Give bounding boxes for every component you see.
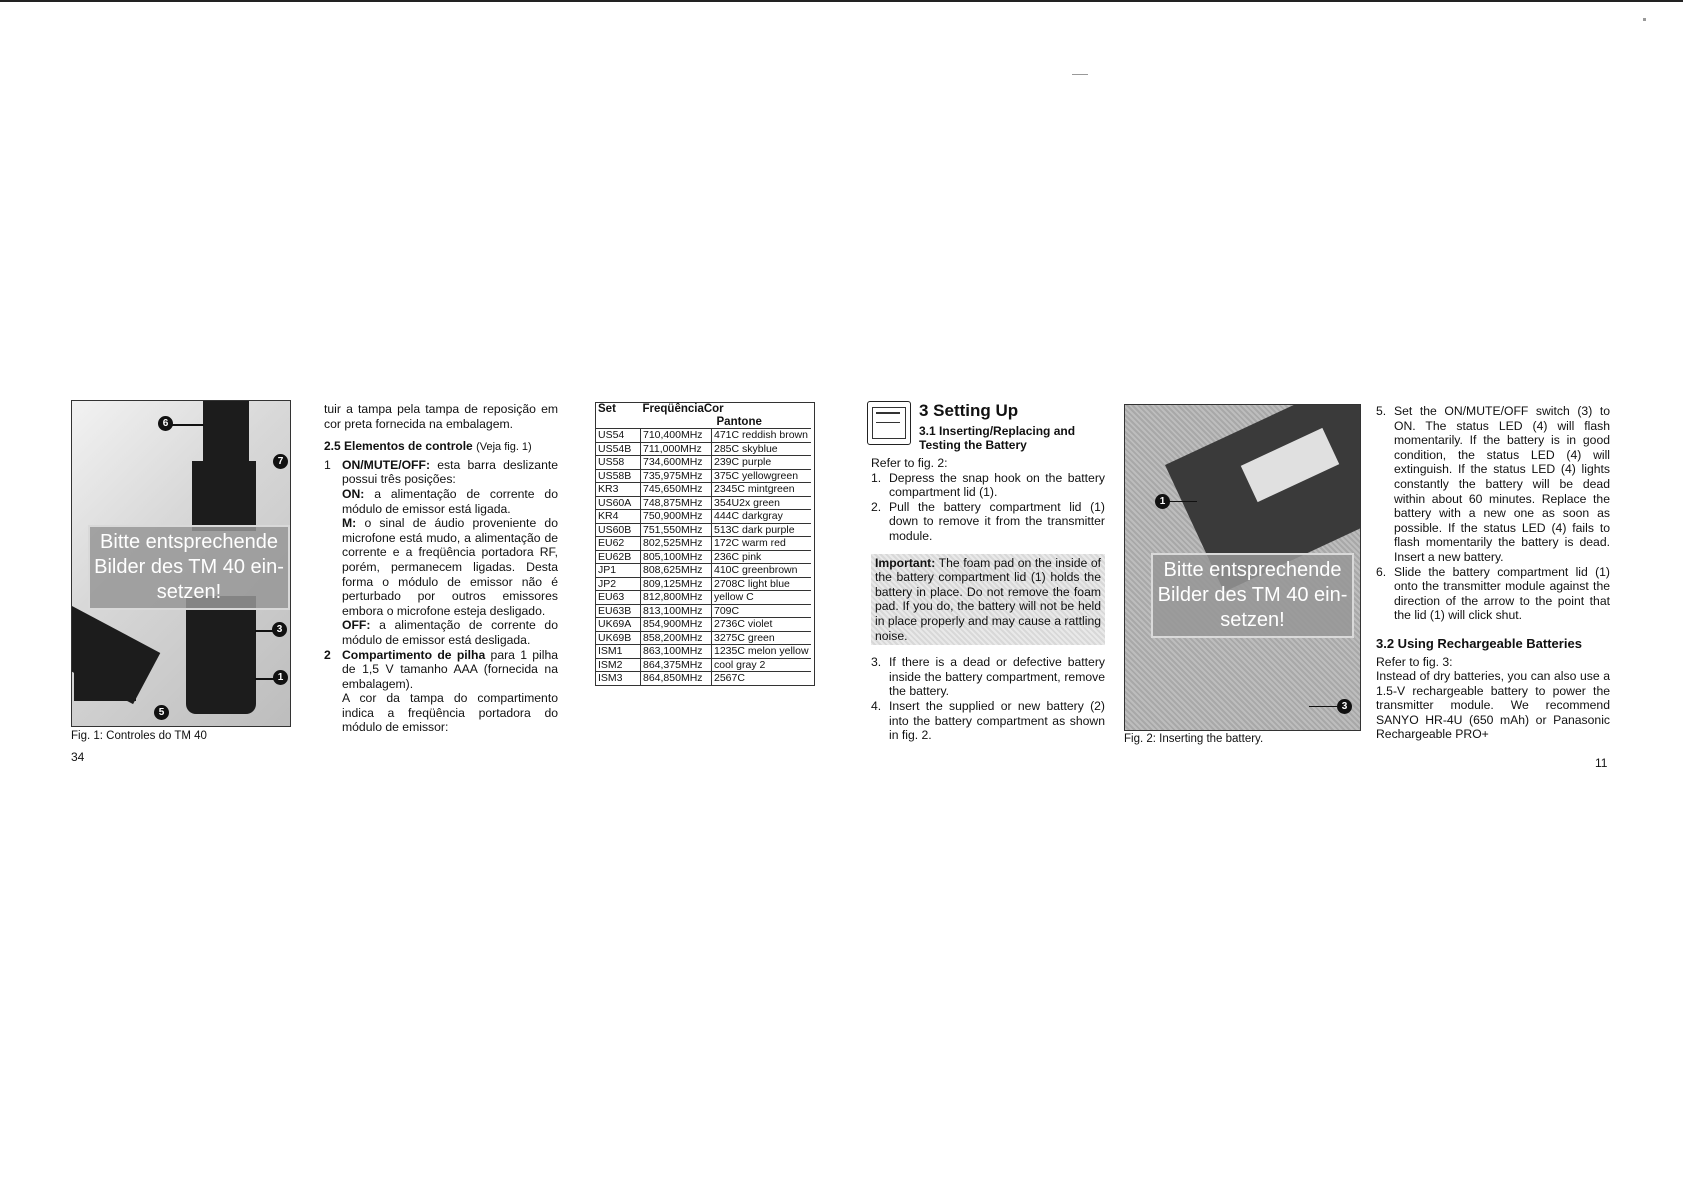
controls-text-column [324, 402, 558, 735]
top-scan-line [0, 0, 1683, 2]
step-text: If there is a dead or defective battery inside the battery compartment, remove the battery. [889, 655, 1105, 699]
section-3-1-heading [919, 424, 1075, 452]
placeholder-overlay [88, 525, 290, 610]
list-item [871, 655, 1105, 699]
step-text: Slide the battery compartment lid (1) onto the transmitter module against the direction of the arrow to the point that the lid (1) will click shut. [1394, 564, 1610, 623]
important-text: The foam pad on the inside of the battery compartment lid (1) holds the battery in place. Do not remove the foam pad. If you do, the battery will not be held in place properly and may cause a rattling noise. [875, 555, 1101, 643]
cell-set: KR3 [596, 483, 641, 497]
off-text: a alimentação de corrente do módulo de emissor está desligada. [342, 618, 558, 647]
table-row [596, 550, 811, 564]
cell-set: UK69A [596, 618, 641, 632]
list-item [1376, 565, 1610, 623]
cell-color: 2736C violet [712, 618, 811, 632]
table-row [596, 537, 811, 551]
scan-artifact [1072, 74, 1088, 75]
cell-frequency: 864,850MHz [641, 672, 712, 685]
list-item [1376, 404, 1610, 565]
table-row [596, 429, 811, 443]
overlay-line: setzen! [156, 581, 222, 603]
table-body [596, 429, 811, 685]
cell-frequency: 751,550MHz [641, 523, 712, 537]
off-label: OFF: [342, 618, 371, 633]
table-row [596, 456, 811, 470]
cell-frequency: 809,125MHz [641, 577, 712, 591]
figure-2-image [1124, 404, 1361, 731]
figure-2-caption: Fig. 2: Inserting the battery. [1124, 733, 1264, 745]
icon-bar [876, 422, 900, 423]
m-text: o sinal de áudio proveniente do microfone está mudo, a alimentação de corrente e a freqüência portadora RF, porém, permanecem ligadas. Desta forma o módulo de emissor não é perturbado por outros emissores embora o microfone esteja desligado. [342, 516, 558, 618]
cell-color: 513C dark purple [712, 523, 811, 537]
on-text: a alimentação de corrente do módulo de emissor está ligada. [342, 486, 558, 516]
list-item [324, 458, 558, 648]
list-item [871, 699, 1105, 743]
controls-list [324, 458, 558, 735]
cell-frequency: 812,800MHz [641, 591, 712, 605]
table-row [596, 469, 811, 483]
cell-set: EU63B [596, 604, 641, 618]
table-row [596, 658, 811, 672]
table-row [596, 577, 811, 591]
list-item [871, 500, 1105, 544]
header-pantone: Pantone [716, 415, 762, 428]
table-row [596, 672, 811, 685]
cell-color: 2567C [712, 672, 811, 685]
cell-frequency: 735,975MHz [641, 469, 712, 483]
item-number: 2 [324, 647, 331, 662]
item-label: ON/MUTE/OFF: [342, 457, 431, 472]
table-row [596, 564, 811, 578]
table-row [596, 591, 811, 605]
page-number-left: 34 [71, 750, 85, 764]
cell-color: yellow C [712, 591, 811, 605]
item-number: 1 [324, 457, 331, 472]
heading-text: Elementos de controle [344, 439, 473, 454]
step-text: Depress the snap hook on the battery compartment lid (1). [889, 470, 1105, 500]
step-text: Pull the battery compartment lid (1) down to remove it from the transmitter module. [889, 499, 1105, 543]
cell-frequency: 854,900MHz [641, 618, 712, 632]
cell-frequency: 711,000MHz [641, 442, 712, 456]
item-label: Compartimento de pilha [342, 647, 486, 662]
callout-1: 1 [273, 670, 288, 685]
device-top [203, 401, 249, 466]
subheading-line: 3.1 Inserting/Replacing and [919, 424, 1076, 438]
cell-frequency: 750,900MHz [641, 510, 712, 524]
refer-fig-3: Refer to fig. 3: [1376, 654, 1453, 669]
scan-artifact [1643, 18, 1646, 21]
cell-color: 172C warm red [712, 537, 811, 551]
header-frequency-color [641, 403, 811, 429]
item-text: esta barra deslizante possui três posições: [342, 457, 559, 487]
cell-set: EU63 [596, 591, 641, 605]
step-number: 5. [1376, 404, 1387, 418]
cell-set: KR4 [596, 510, 641, 524]
callout-7: 7 [273, 454, 288, 469]
m-label: M: [342, 516, 357, 531]
step-text: Insert the supplied or new battery (2) into the battery compartment as shown in fig. 2. [889, 698, 1105, 743]
cell-color: 236C pink [712, 550, 811, 564]
section-3-2-heading: 3.2 Using Rechargeable Batteries [1376, 635, 1582, 651]
cell-set: ISM1 [596, 645, 641, 659]
cell-color: 2708C light blue [712, 577, 811, 591]
step-number: 3. [871, 655, 882, 670]
figure-1-caption: Fig. 1: Controles do TM 40 [71, 730, 207, 742]
page-number-right: 11 [1595, 756, 1608, 770]
cell-frequency: 813,100MHz [641, 604, 712, 618]
cell-color: 444C darkgray [712, 510, 811, 524]
steps-list-a [871, 471, 1105, 544]
table-header-row [596, 403, 811, 429]
frequency-table-grid [596, 403, 811, 685]
overlay-line: setzen! [1220, 609, 1285, 631]
table-row [596, 618, 811, 632]
overlay-line: Bitte entsprechende [1163, 559, 1342, 581]
callout-leader [172, 424, 204, 426]
cell-set: US54 [596, 429, 641, 443]
cell-color: 239C purple [712, 456, 811, 470]
cell-set: US58 [596, 456, 641, 470]
item-text-2: A cor da tampa do compartimento indica a freqüência portadora do módulo de emissor: [342, 691, 558, 735]
figure-1-image [71, 400, 291, 727]
placeholder-overlay [1151, 553, 1354, 638]
device-body [192, 461, 256, 531]
list-item [324, 648, 558, 736]
cell-frequency: 734,600MHz [641, 456, 712, 470]
callout-6: 6 [158, 416, 173, 431]
cell-color: 471C reddish brown [712, 429, 811, 443]
cell-set: JP2 [596, 577, 641, 591]
cell-set: US60A [596, 496, 641, 510]
setup-text-column [871, 456, 1105, 743]
header-set: Set [598, 403, 616, 415]
cell-frequency: 745,650MHz [641, 483, 712, 497]
table-row [596, 496, 811, 510]
cell-set: US60B [596, 523, 641, 537]
section-2-5-heading [324, 439, 558, 455]
cell-set: EU62B [596, 550, 641, 564]
overlay-line: Bitte entsprechende [100, 531, 278, 553]
cell-color: 410C greenbrown [712, 564, 811, 578]
list-item [871, 471, 1105, 500]
table-row [596, 442, 811, 456]
callout-5: 5 [154, 705, 169, 720]
callout-3: 3 [272, 622, 287, 637]
on-label: ON: [342, 486, 365, 501]
step-number: 4. [871, 698, 882, 713]
cell-color: 354U2x green [712, 496, 811, 510]
step-number: 1. [871, 470, 882, 485]
callout-3: 3 [1337, 699, 1352, 714]
callout-1: 1 [1155, 494, 1170, 509]
frequency-table [595, 402, 815, 686]
table-row [596, 483, 811, 497]
device-lower [186, 596, 256, 714]
connector [74, 646, 136, 701]
item-text: para 1 pilha de 1,5 V tamanho AAA (fornecida na embalagem). [342, 647, 559, 691]
heading-number: 2.5 [324, 439, 341, 454]
cell-color: 285C skyblue [712, 442, 811, 456]
step-text: Set the ON/MUTE/OFF switch (3) to ON. The status LED (4) will flash momentarily. If the battery is in good condition, the status LED (4) will extinguish. If the status LED (4) lights constantly the battery will be dead within about 60 minutes. Replace the battery with a new one as soon as possible. If the status LED (4) fails to flash momentarily the battery is dead. Insert a new battery. [1394, 404, 1610, 564]
callout-leader [1309, 706, 1337, 707]
heading-ref: (Veja fig. 1) [476, 441, 532, 454]
cell-frequency: 805,100MHz [641, 550, 712, 564]
cell-frequency: 863,100MHz [641, 645, 712, 659]
overlay-line: Bilder des TM 40 ein- [1157, 584, 1348, 606]
cell-frequency: 808,625MHz [641, 564, 712, 578]
cell-set: EU62 [596, 537, 641, 551]
cell-set: UK69B [596, 631, 641, 645]
cell-set: ISM2 [596, 658, 641, 672]
step-number: 2. [871, 499, 882, 514]
subheading-line: Testing the Battery [919, 438, 1027, 452]
cell-frequency: 748,875MHz [641, 496, 712, 510]
cell-color: 375C yellowgreen [712, 469, 811, 483]
cell-color: 2345C mintgreen [712, 483, 811, 497]
table-row [596, 645, 811, 659]
cell-frequency: 864,375MHz [641, 658, 712, 672]
overlay-line: Bilder des TM 40 ein- [94, 556, 284, 578]
cell-frequency: 858,200MHz [641, 631, 712, 645]
setup-section-icon [867, 401, 911, 445]
table-row [596, 604, 811, 618]
important-note [871, 554, 1105, 646]
header-freq-text: FreqüênciaCor [642, 403, 724, 415]
section-3-title: 3 Setting Up [919, 401, 1019, 420]
battery-text-column [1376, 404, 1610, 742]
table-row [596, 631, 811, 645]
intro-paragraph: tuir a tampa pela tampa de reposição em cor preta fornecida na embalagem. [324, 402, 558, 431]
cell-color: cool gray 2 [712, 658, 811, 672]
steps-list-c [1376, 404, 1610, 623]
steps-list-b [871, 655, 1105, 743]
table-row [596, 523, 811, 537]
cell-color: 1235C melon yellow [712, 645, 811, 659]
cell-frequency: 802,525MHz [641, 537, 712, 551]
cell-color: 3275C green [712, 631, 811, 645]
icon-bar [876, 412, 900, 414]
cell-set: ISM3 [596, 672, 641, 685]
rechargeable-paragraph: Instead of dry batteries, you can also use a 1.5-V rechargeable battery to power the transmitter module. We recommend SANYO HR-4U (650 mAh) or Panasonic Rechargeable PRO+ [1376, 669, 1610, 742]
refer-fig-2: Refer to fig. 2: [871, 456, 948, 470]
callout-leader [255, 630, 273, 632]
table-row [596, 510, 811, 524]
important-label: Important: [875, 555, 936, 570]
step-number: 6. [1376, 564, 1387, 579]
cell-set: US58B [596, 469, 641, 483]
cell-set: US54B [596, 442, 641, 456]
cell-set: JP1 [596, 564, 641, 578]
cell-frequency: 710,400MHz [641, 429, 712, 443]
cell-color: 709C [712, 604, 811, 618]
